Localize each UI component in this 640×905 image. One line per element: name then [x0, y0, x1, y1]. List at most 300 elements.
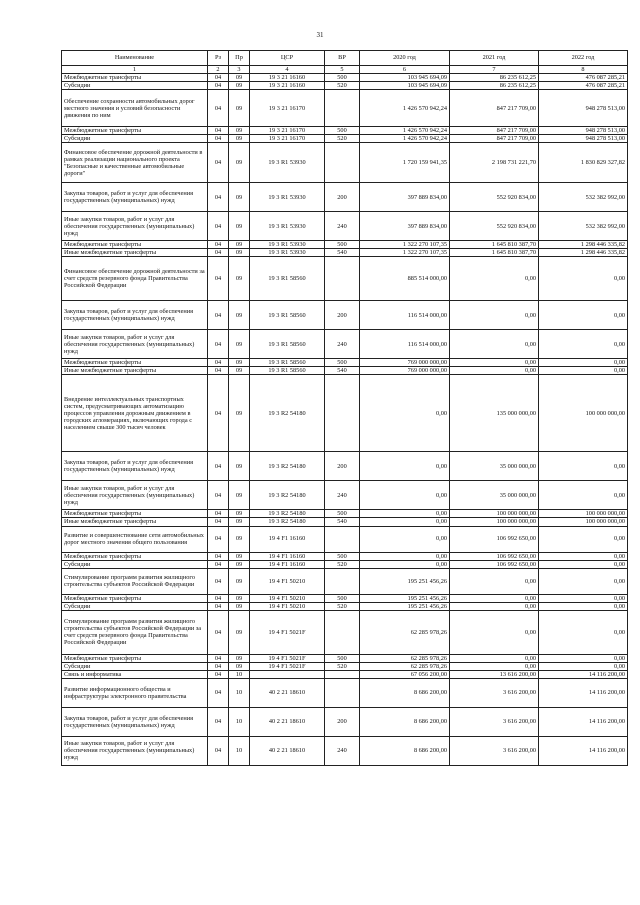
header-rz: Рз: [208, 51, 229, 66]
table-row: [62, 654, 628, 662]
row-pr: 09: [229, 212, 250, 241]
row-2022: 532 382 992,00: [539, 212, 628, 241]
row-pr: 09: [229, 183, 250, 212]
row-name: Межбюджетные трансферты: [62, 510, 208, 518]
row-pr: 10: [229, 670, 250, 678]
row-2021: 0,00: [450, 367, 539, 375]
row-name: Межбюджетные трансферты: [62, 552, 208, 560]
row-name: Развитие информационного общества и инфраструктуры электронного правительства: [62, 678, 208, 707]
row-pr: 09: [229, 481, 250, 510]
row-pr: 09: [229, 375, 250, 452]
row-2021: 0,00: [450, 654, 539, 662]
row-2020: 885 514 000,00: [360, 257, 450, 301]
header-csr: ЦСР: [250, 51, 325, 66]
row-2022: 1 298 446 335,82: [539, 249, 628, 257]
row-vr: [325, 670, 360, 678]
row-pr: 09: [229, 257, 250, 301]
row-csr: 40 2 21 18610: [250, 678, 325, 707]
row-vr: [325, 678, 360, 707]
row-rz: 04: [208, 241, 229, 249]
row-vr: 500: [325, 74, 360, 82]
table-row: [62, 241, 628, 249]
row-pr: 09: [229, 594, 250, 602]
row-2022: 0,00: [539, 526, 628, 552]
row-rz: 04: [208, 518, 229, 526]
row-2022: 948 278 513,00: [539, 90, 628, 127]
row-2022: 948 278 513,00: [539, 127, 628, 135]
row-pr: 09: [229, 135, 250, 143]
row-2021: 0,00: [450, 359, 539, 367]
row-2022: 0,00: [539, 568, 628, 594]
column-number-row: [62, 66, 628, 74]
row-vr: 520: [325, 602, 360, 610]
row-csr: 19 3 R1 58560: [250, 330, 325, 359]
row-csr: 19 4 F1 50210: [250, 602, 325, 610]
row-name: Закупка товаров, работ и услуг для обеспечения государственных (муниципальных) нужд: [62, 301, 208, 330]
table-row: [62, 481, 628, 510]
row-pr: 09: [229, 82, 250, 90]
row-rz: 04: [208, 594, 229, 602]
row-2020: 62 285 978,26: [360, 662, 450, 670]
row-2020: 116 514 000,00: [360, 301, 450, 330]
row-2020: 397 889 834,00: [360, 183, 450, 212]
row-name: Стимулирование программ развития жилищного строительства субъектов Российской Федерации за счет средств резервного фонда Правительства Российской Федерации: [62, 610, 208, 654]
row-rz: 04: [208, 212, 229, 241]
row-2020: 62 285 978,26: [360, 654, 450, 662]
row-pr: 09: [229, 90, 250, 127]
row-2021: 3 616 200,00: [450, 707, 539, 736]
row-vr: [325, 375, 360, 452]
row-2022: 476 087 285,21: [539, 82, 628, 90]
row-2021: 0,00: [450, 568, 539, 594]
row-vr: 240: [325, 736, 360, 765]
row-name: Межбюджетные трансферты: [62, 127, 208, 135]
row-2021: 1 645 810 387,70: [450, 249, 539, 257]
row-2021: 1 645 810 387,70: [450, 241, 539, 249]
row-vr: 200: [325, 183, 360, 212]
row-csr: 19 3 21 16170: [250, 127, 325, 135]
row-vr: 500: [325, 594, 360, 602]
row-2020: 769 000 000,00: [360, 359, 450, 367]
row-2021: 86 235 612,25: [450, 74, 539, 82]
row-name: Иные межбюджетные трансферты: [62, 249, 208, 257]
row-pr: 09: [229, 560, 250, 568]
column-number: 4: [250, 66, 325, 74]
row-2022: 0,00: [539, 359, 628, 367]
row-name: Иные закупки товаров, работ и услуг для обеспечения государственных (муниципальных) нужд: [62, 481, 208, 510]
row-name: Закупка товаров, работ и услуг для обеспечения государственных (муниципальных) нужд: [62, 707, 208, 736]
row-rz: 04: [208, 610, 229, 654]
row-2020: 116 514 000,00: [360, 330, 450, 359]
row-2020: 8 686 200,00: [360, 678, 450, 707]
row-name: Обеспечение сохранности автомобильных дорог местного значения и условий безопасности движения по ним: [62, 90, 208, 127]
row-vr: [325, 610, 360, 654]
header-2020: 2020 год: [360, 51, 450, 66]
row-2020: 0,00: [360, 375, 450, 452]
row-name: Субсидии: [62, 602, 208, 610]
row-csr: 19 3 21 16160: [250, 74, 325, 82]
row-2021: 0,00: [450, 662, 539, 670]
row-csr: 19 3 R2 54180: [250, 518, 325, 526]
row-2022: 532 382 992,00: [539, 183, 628, 212]
row-csr: 19 3 21 16160: [250, 82, 325, 90]
table-row: [62, 257, 628, 301]
row-pr: 09: [229, 241, 250, 249]
table-row: [62, 183, 628, 212]
row-pr: 09: [229, 127, 250, 135]
row-csr: 40 2 21 18610: [250, 707, 325, 736]
row-rz: 04: [208, 707, 229, 736]
row-2022: 0,00: [539, 257, 628, 301]
row-csr: 19 3 R1 53930: [250, 212, 325, 241]
header-name: Наименование: [62, 51, 208, 66]
row-vr: 240: [325, 212, 360, 241]
row-2020: 67 056 200,00: [360, 670, 450, 678]
header-vr: ВР: [325, 51, 360, 66]
row-2022: 100 000 000,00: [539, 510, 628, 518]
row-csr: 19 3 R2 54180: [250, 481, 325, 510]
budget-table: [61, 50, 628, 766]
row-rz: 04: [208, 249, 229, 257]
row-rz: 04: [208, 552, 229, 560]
row-2020: 1 426 570 942,24: [360, 135, 450, 143]
row-name: Иные межбюджетные трансферты: [62, 518, 208, 526]
row-name: Финансовое обеспечение дорожной деятельности за счет средств резервного фонда Правительства Российской Федерации: [62, 257, 208, 301]
row-2022: 0,00: [539, 594, 628, 602]
row-rz: 04: [208, 510, 229, 518]
row-2022: 100 000 000,00: [539, 518, 628, 526]
row-name: Межбюджетные трансферты: [62, 654, 208, 662]
row-2020: 0,00: [360, 560, 450, 568]
table-row: [62, 568, 628, 594]
row-rz: 04: [208, 82, 229, 90]
table-row: [62, 249, 628, 257]
row-csr: 19 3 R2 54180: [250, 375, 325, 452]
row-name: Закупка товаров, работ и услуг для обеспечения государственных (муниципальных) нужд: [62, 452, 208, 481]
row-csr: 19 3 R1 58560: [250, 301, 325, 330]
row-csr: 19 3 R1 58560: [250, 359, 325, 367]
row-vr: [325, 90, 360, 127]
row-name: Межбюджетные трансферты: [62, 241, 208, 249]
row-vr: [325, 526, 360, 552]
row-name: Связь и информатика: [62, 670, 208, 678]
row-2021: 135 000 000,00: [450, 375, 539, 452]
row-pr: 09: [229, 367, 250, 375]
table-row: [62, 90, 628, 127]
row-2020: 397 889 834,00: [360, 212, 450, 241]
row-pr: 10: [229, 707, 250, 736]
row-name: Субсидии: [62, 135, 208, 143]
row-2021: 0,00: [450, 610, 539, 654]
row-pr: 09: [229, 654, 250, 662]
table-row: [62, 359, 628, 367]
row-2021: 0,00: [450, 594, 539, 602]
table-row: [62, 602, 628, 610]
header-2021: 2021 год: [450, 51, 539, 66]
row-2021: 0,00: [450, 257, 539, 301]
table-row: [62, 74, 628, 82]
row-name: Закупка товаров, работ и услуг для обеспечения государственных (муниципальных) нужд: [62, 183, 208, 212]
table-row: [62, 736, 628, 765]
row-2021: 3 616 200,00: [450, 678, 539, 707]
row-2022: 0,00: [539, 452, 628, 481]
table-row: [62, 367, 628, 375]
table-row: [62, 552, 628, 560]
row-2021: 2 198 731 221,70: [450, 143, 539, 183]
row-vr: 200: [325, 301, 360, 330]
row-2022: 0,00: [539, 367, 628, 375]
table-row: [62, 301, 628, 330]
row-rz: 04: [208, 257, 229, 301]
row-2021: 552 920 834,00: [450, 183, 539, 212]
row-2022: 0,00: [539, 654, 628, 662]
row-2022: 0,00: [539, 552, 628, 560]
row-csr: 19 4 F1 50210: [250, 594, 325, 602]
row-rz: 04: [208, 662, 229, 670]
row-vr: 520: [325, 82, 360, 90]
row-vr: [325, 143, 360, 183]
row-2020: 1 426 570 942,24: [360, 127, 450, 135]
row-name: Межбюджетные трансферты: [62, 359, 208, 367]
row-2020: 103 945 694,09: [360, 74, 450, 82]
row-rz: 04: [208, 367, 229, 375]
row-pr: 09: [229, 249, 250, 257]
row-2021: 0,00: [450, 301, 539, 330]
header-2022: 2022 год: [539, 51, 628, 66]
row-pr: 09: [229, 359, 250, 367]
table-row: [62, 560, 628, 568]
row-name: Иные закупки товаров, работ и услуг для обеспечения государственных (муниципальных) нужд: [62, 330, 208, 359]
row-2020: 0,00: [360, 510, 450, 518]
table-row: [62, 594, 628, 602]
table-row: [62, 375, 628, 452]
row-vr: 520: [325, 135, 360, 143]
row-name: Иные закупки товаров, работ и услуг для обеспечения государственных (муниципальных) нужд: [62, 212, 208, 241]
row-2021: 100 000 000,00: [450, 518, 539, 526]
table-row: [62, 662, 628, 670]
row-vr: 240: [325, 330, 360, 359]
row-pr: 09: [229, 602, 250, 610]
column-number: 2: [208, 66, 229, 74]
table-row: [62, 526, 628, 552]
header-pr: Пр: [229, 51, 250, 66]
row-csr: 19 3 R1 53930: [250, 241, 325, 249]
row-name: Субсидии: [62, 662, 208, 670]
column-number: 3: [229, 66, 250, 74]
row-csr: 19 3 R1 58560: [250, 257, 325, 301]
row-csr: 19 3 21 16170: [250, 135, 325, 143]
row-csr: 19 3 R1 53930: [250, 183, 325, 212]
row-rz: 04: [208, 602, 229, 610]
table-row: [62, 212, 628, 241]
row-vr: [325, 568, 360, 594]
row-2022: 100 000 000,00: [539, 375, 628, 452]
row-csr: 19 4 F1 16160: [250, 560, 325, 568]
row-vr: 500: [325, 241, 360, 249]
row-rz: 04: [208, 359, 229, 367]
row-2021: 35 000 000,00: [450, 481, 539, 510]
row-vr: 540: [325, 367, 360, 375]
row-name: Межбюджетные трансферты: [62, 74, 208, 82]
row-name: Межбюджетные трансферты: [62, 594, 208, 602]
row-2021: 86 235 612,25: [450, 82, 539, 90]
row-2020: 769 000 000,00: [360, 367, 450, 375]
row-pr: 09: [229, 518, 250, 526]
row-rz: 04: [208, 127, 229, 135]
row-2021: 3 616 200,00: [450, 736, 539, 765]
column-number: 5: [325, 66, 360, 74]
row-vr: [325, 257, 360, 301]
row-rz: 04: [208, 678, 229, 707]
row-2022: 0,00: [539, 662, 628, 670]
row-vr: 500: [325, 127, 360, 135]
row-rz: 04: [208, 481, 229, 510]
row-2022: 14 116 200,00: [539, 736, 628, 765]
column-number: 7: [450, 66, 539, 74]
row-rz: 04: [208, 330, 229, 359]
row-csr: 19 4 F1 16160: [250, 526, 325, 552]
row-2020: 0,00: [360, 526, 450, 552]
table-row: [62, 330, 628, 359]
row-csr: 19 3 R1 53930: [250, 249, 325, 257]
row-2022: 1 830 829 327,82: [539, 143, 628, 183]
row-2021: 0,00: [450, 602, 539, 610]
row-2020: 0,00: [360, 518, 450, 526]
row-2020: 195 251 456,26: [360, 602, 450, 610]
row-2020: 8 686 200,00: [360, 707, 450, 736]
column-number: 1: [62, 66, 208, 74]
row-name: Иные межбюджетные трансферты: [62, 367, 208, 375]
row-vr: 500: [325, 552, 360, 560]
row-2020: 103 945 694,09: [360, 82, 450, 90]
row-csr: 19 3 R1 53930: [250, 143, 325, 183]
row-pr: 09: [229, 568, 250, 594]
row-rz: 04: [208, 183, 229, 212]
row-2020: 195 251 456,26: [360, 568, 450, 594]
row-2021: 106 992 650,00: [450, 526, 539, 552]
row-rz: 04: [208, 375, 229, 452]
row-csr: 19 3 R2 54180: [250, 510, 325, 518]
row-2020: 1 322 270 107,35: [360, 241, 450, 249]
row-2021: 13 616 200,00: [450, 670, 539, 678]
row-pr: 09: [229, 662, 250, 670]
row-name: Стимулирование программ развития жилищного строительства субъектов Российской Федерации: [62, 568, 208, 594]
row-csr: 19 4 F1 5021F: [250, 610, 325, 654]
row-pr: 09: [229, 610, 250, 654]
row-vr: 240: [325, 481, 360, 510]
row-2022: 0,00: [539, 481, 628, 510]
row-2021: 106 992 650,00: [450, 560, 539, 568]
table-row: [62, 143, 628, 183]
row-rz: 04: [208, 560, 229, 568]
row-pr: 09: [229, 301, 250, 330]
row-csr: 19 4 F1 5021F: [250, 654, 325, 662]
row-2020: 1 426 570 942,24: [360, 90, 450, 127]
row-2022: 948 278 513,00: [539, 135, 628, 143]
row-name: Финансовое обеспечение дорожной деятельности в рамках реализации национального проекта "Безопасные и качественные автомобильные дороги": [62, 143, 208, 183]
row-vr: 200: [325, 707, 360, 736]
row-vr: 200: [325, 452, 360, 481]
table-row: [62, 135, 628, 143]
row-2022: 14 116 200,00: [539, 678, 628, 707]
row-vr: 540: [325, 518, 360, 526]
row-2022: 0,00: [539, 610, 628, 654]
row-pr: 09: [229, 330, 250, 359]
row-csr: 19 4 F1 50210: [250, 568, 325, 594]
row-name: Субсидии: [62, 82, 208, 90]
row-2021: 106 992 650,00: [450, 552, 539, 560]
row-2022: 14 116 200,00: [539, 670, 628, 678]
row-2020: 195 251 456,26: [360, 594, 450, 602]
row-pr: 10: [229, 678, 250, 707]
table-row: [62, 127, 628, 135]
row-name: Иные закупки товаров, работ и услуг для обеспечения государственных (муниципальных) нужд: [62, 736, 208, 765]
table-row: [62, 707, 628, 736]
row-2021: 847 217 709,00: [450, 135, 539, 143]
row-rz: 04: [208, 135, 229, 143]
row-pr: 09: [229, 552, 250, 560]
row-2022: 476 087 285,21: [539, 74, 628, 82]
row-2021: 0,00: [450, 330, 539, 359]
header-row: [62, 51, 628, 66]
row-csr: [250, 670, 325, 678]
row-csr: 19 4 F1 16160: [250, 552, 325, 560]
row-csr: 19 3 R2 54180: [250, 452, 325, 481]
row-pr: 10: [229, 736, 250, 765]
row-rz: 04: [208, 654, 229, 662]
row-pr: 09: [229, 452, 250, 481]
row-2022: 1 298 446 335,82: [539, 241, 628, 249]
row-2020: 1 720 159 941,35: [360, 143, 450, 183]
row-2022: 0,00: [539, 301, 628, 330]
column-number: 8: [539, 66, 628, 74]
table-row: [62, 670, 628, 678]
table-row: [62, 610, 628, 654]
row-name: Субсидии: [62, 560, 208, 568]
row-vr: 540: [325, 249, 360, 257]
row-csr: 19 4 F1 5021F: [250, 662, 325, 670]
row-2022: 0,00: [539, 560, 628, 568]
row-pr: 09: [229, 74, 250, 82]
row-2021: 35 000 000,00: [450, 452, 539, 481]
row-rz: 04: [208, 736, 229, 765]
row-vr: 500: [325, 654, 360, 662]
table-row: [62, 678, 628, 707]
row-vr: 520: [325, 560, 360, 568]
row-pr: 09: [229, 510, 250, 518]
row-rz: 04: [208, 90, 229, 127]
row-vr: 520: [325, 662, 360, 670]
row-rz: 04: [208, 568, 229, 594]
row-rz: 04: [208, 452, 229, 481]
page-number: 31: [316, 31, 324, 39]
row-2020: 8 686 200,00: [360, 736, 450, 765]
column-number: 6: [360, 66, 450, 74]
table-row: [62, 452, 628, 481]
row-2020: 62 285 978,26: [360, 610, 450, 654]
table-row: [62, 518, 628, 526]
row-2021: 847 217 709,00: [450, 127, 539, 135]
row-pr: 09: [229, 526, 250, 552]
row-2021: 847 217 709,00: [450, 90, 539, 127]
row-csr: 19 3 21 16170: [250, 90, 325, 127]
row-csr: 40 2 21 18610: [250, 736, 325, 765]
row-2020: 0,00: [360, 552, 450, 560]
row-csr: 19 3 R1 58560: [250, 367, 325, 375]
row-vr: 500: [325, 359, 360, 367]
row-rz: 04: [208, 526, 229, 552]
row-2020: 1 322 270 107,35: [360, 249, 450, 257]
